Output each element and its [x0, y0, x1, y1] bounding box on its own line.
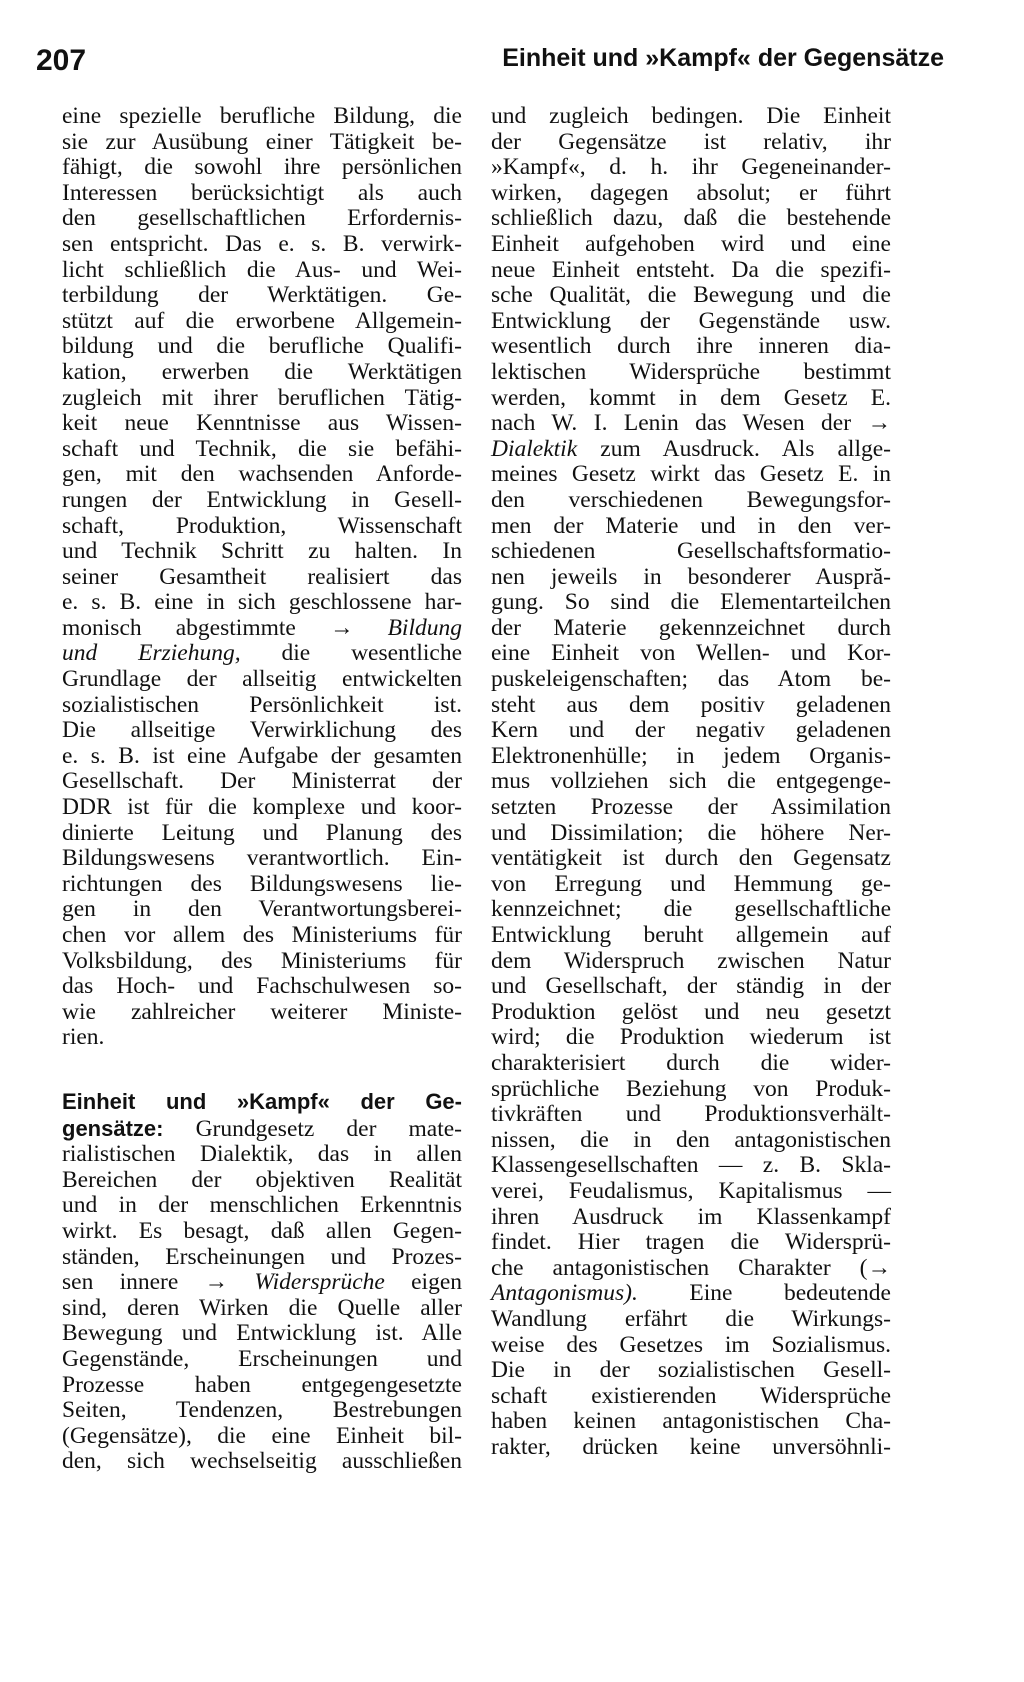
text-line: Grundlage der allseitig entwickelten: [62, 666, 462, 693]
text-line: Einheit aufgehoben wird und eine: [491, 230, 891, 257]
text-line: Bereichen der objektiven Realität: [62, 1166, 462, 1193]
entry-continuation: [62, 104, 462, 1051]
text-line: schaft existierenden Widersprüche: [491, 1382, 891, 1409]
text-line: sie zur Ausübung einer Tätigkeit be-: [62, 128, 462, 155]
text-line: seiner Gesamtheit realisiert das: [62, 563, 462, 590]
dictionary-entry: [62, 1089, 462, 1475]
text-line: zugleich mit ihrer beruflichen Tätig-: [62, 384, 462, 411]
text-line: Klassengesellschaften — z. B. Skla-: [491, 1152, 891, 1179]
text-line: rungen der Entwicklung in Gesell-: [62, 486, 462, 513]
text-line: [62, 1089, 462, 1116]
text-line: und zugleich bedingen. Die Einheit: [491, 103, 891, 129]
page-header: [36, 44, 944, 84]
cross-reference: Widersprüche: [254, 1269, 385, 1296]
text-line: und Gesellschaft, der ständig in der: [491, 973, 891, 1000]
text-fragment: monisch abgestimmte →: [62, 614, 388, 641]
text-line: e. s. B. eine in sich geschlossene har-: [62, 589, 462, 616]
text-line: Die allseitige Verwirklichung des: [62, 717, 462, 744]
text-line: dem Widerspruch zwischen Natur: [491, 947, 891, 974]
text-line: nen jeweils in besonderer Auspră-: [491, 563, 891, 590]
text-line: schiedenen Gesellschaftsformatio-: [491, 538, 891, 565]
text-line: Interessen berücksichtigt als auch: [62, 179, 462, 206]
cross-reference: und Erziehung,: [62, 640, 241, 667]
text-line: der Gegensätze ist relativ, ihr: [491, 128, 891, 155]
entry-headword: Einheit und »Kampf« der Ge-: [62, 1088, 462, 1114]
text-line: dinierte Leitung und Planung des: [62, 819, 462, 846]
text-line: das Hoch- und Fachschulwesen so-: [62, 973, 462, 1000]
text-line: findet. Hier tragen die Widersprü-: [491, 1229, 891, 1256]
text-line: verei, Feudalismus, Kapitalismus —: [491, 1177, 891, 1204]
text-line: licht schließlich die Aus- und Wei-: [62, 256, 462, 283]
text-fragment: Eine bedeutende: [637, 1280, 891, 1307]
text-line: ventätigkeit ist durch den Gegensatz: [491, 845, 891, 872]
text-line: [491, 1281, 891, 1307]
text-line: schließlich dazu, daß die bestehende: [491, 205, 891, 232]
text-line: Prozesse haben entgegengesetzte: [62, 1371, 462, 1398]
cross-reference: Bildung: [387, 614, 462, 641]
text-line: Produktion gelöst und neu gesetzt: [491, 998, 891, 1025]
text-line: »Kampf«, d. h. ihr Gegeneinander-: [491, 154, 891, 181]
text-fragment: die wesentliche: [240, 640, 462, 667]
text-line: men der Materie und in den ver-: [491, 512, 891, 539]
entry-headword: gensätze:: [62, 1115, 164, 1141]
text-line: Volksbildung, des Ministeriums für: [62, 947, 462, 974]
text-line: bildung und die berufliche Qualifi-: [62, 333, 462, 360]
text-line: Entwicklung der Gegenstände usw.: [491, 307, 891, 334]
text-fragment: sen innere →: [62, 1269, 255, 1296]
text-line: weise des Gesetzes im Sozialismus.: [491, 1331, 891, 1358]
text-line: eine spezielle berufliche Bildung, die: [62, 103, 462, 129]
text-line: puskeleigenschaften; das Atom be-: [491, 666, 891, 693]
text-line: Die in der sozialistischen Gesell-: [491, 1357, 891, 1384]
text-line: Kern und der negativ geladenen: [491, 717, 891, 744]
text-line: haben keinen antagonistischen Cha-: [491, 1408, 891, 1435]
text-fragment: eigen: [384, 1269, 463, 1296]
text-line: keit neue Kenntnisse aus Wissen-: [62, 410, 462, 437]
text-line: stützt auf die erworbene Allgemein-: [62, 307, 462, 334]
entry-gap: [62, 1051, 462, 1089]
text-line: setzten Prozesse der Assimilation: [491, 794, 891, 821]
text-line: und in der menschlichen Erkenntnis: [62, 1192, 462, 1219]
text-line: sozialistischen Persönlichkeit ist.: [62, 691, 462, 718]
text-line: wie zahlreicher weiterer Ministe-: [62, 998, 462, 1025]
right-column: [491, 104, 891, 1460]
text-line: Seiten, Tendenzen, Bestrebungen: [62, 1397, 462, 1424]
text-line: rakter, drücken keine unversöhnli-: [491, 1433, 891, 1460]
text-line: sprüchliche Beziehung von Produk-: [491, 1075, 891, 1102]
text-line: den gesellschaftlichen Erfordernis-: [62, 205, 462, 232]
text-line: wesentlich durch ihre inneren dia-: [491, 333, 891, 360]
text-line: [491, 437, 891, 463]
text-line: che antagonistischen Charakter (→: [491, 1254, 891, 1281]
text-line: Bildungswesens verantwortlich. Ein-: [62, 845, 462, 872]
text-line: terbildung der Werktätigen. Ge-: [62, 282, 462, 309]
text-line: kennzeichnet; die gesellschaftliche: [491, 896, 891, 923]
text-line: schaft und Technik, die sie befähi-: [62, 435, 462, 462]
text-line: tivkräften und Produktionsverhält-: [491, 1101, 891, 1128]
text-line: wird; die Produktion wiederum ist: [491, 1024, 891, 1051]
text-line: steht aus dem positiv geladenen: [491, 691, 891, 718]
text-line: DDR ist für die komplexe und koor-: [62, 794, 462, 821]
text-line: Gesellschaft. Der Ministerrat der: [62, 768, 462, 795]
text-line: Gegenstände, Erscheinungen und: [62, 1345, 462, 1372]
text-line: wirken, dagegen absolut; er führt: [491, 179, 891, 206]
text-line: gen in den Verantwortungsberei-: [62, 896, 462, 923]
text-line: werden, kommt in dem Gesetz E.: [491, 384, 891, 411]
left-column: [62, 104, 462, 1475]
text-line: [62, 1270, 462, 1296]
page-number: 207: [36, 44, 87, 77]
text-line: Elektronenhülle; in jedem Organis-: [491, 742, 891, 769]
text-line: [62, 641, 462, 667]
text-line: nach W. I. Lenin das Wesen der →: [491, 410, 891, 437]
text-line: fähigt, die sowohl ihre persönlichen: [62, 154, 462, 181]
text-line: sen entspricht. Das e. s. B. verwirk-: [62, 230, 462, 257]
text-line: schaft, Produktion, Wissenschaft: [62, 512, 462, 539]
text-line: gen, mit den wachsenden Anforde-: [62, 461, 462, 488]
text-fragment: Grundgesetz der mate-: [163, 1115, 462, 1142]
text-line: charakterisiert durch die wider-: [491, 1049, 891, 1076]
text-line: den verschiedenen Bewegungsfor-: [491, 486, 891, 513]
cross-reference: Dialektik: [491, 435, 578, 462]
text-line: und Technik Schritt zu halten. In: [62, 538, 462, 565]
text-line: rialistischen Dialektik, das in allen: [62, 1141, 462, 1168]
text-line: von Erregung und Hemmung ge-: [491, 870, 891, 897]
text-line: [62, 1116, 462, 1143]
text-line: sche Qualität, die Bewegung und die: [491, 282, 891, 309]
text-line: Wandlung erfährt die Wirkungs-: [491, 1305, 891, 1332]
cross-reference: Antagonismus).: [491, 1280, 638, 1307]
text-line: und Dissimilation; die höhere Ner-: [491, 819, 891, 846]
text-line: Entwicklung beruht allgemein auf: [491, 922, 891, 948]
text-line: [62, 616, 462, 642]
text-line: meines Gesetz wirkt das Gesetz E. in: [491, 461, 891, 488]
text-line: chen vor allem des Ministeriums für: [62, 922, 462, 948]
text-line: den, sich wechselseitig ausschließen: [62, 1448, 462, 1475]
text-line: ständen, Erscheinungen und Prozes-: [62, 1243, 462, 1270]
running-head: Einheit und »Kampf« der Gegensätze: [502, 44, 944, 72]
text-line: (Gegensätze), die eine Einheit bil-: [62, 1422, 462, 1449]
text-line: gung. So sind die Elementarteilchen: [491, 589, 891, 616]
text-line: der Materie gekennzeichnet durch: [491, 614, 891, 641]
text-line: wirkt. Es besagt, daß allen Gegen-: [62, 1217, 462, 1244]
text-line: kation, erwerben die Werktätigen: [62, 358, 462, 385]
text-line: e. s. B. ist eine Aufgabe der gesamten: [62, 742, 462, 769]
text-fragment: zum Ausdruck. Als allge-: [577, 435, 891, 462]
entry-text: [491, 104, 891, 1460]
text-line: eine Einheit von Wellen- und Kor-: [491, 640, 891, 667]
text-line: neue Einheit entsteht. Da die spezifi-: [491, 256, 891, 283]
text-line: mus vollziehen sich die entgegenge-: [491, 768, 891, 795]
text-line: richtungen des Bildungswesens lie-: [62, 870, 462, 897]
text-line: rien.: [62, 1024, 105, 1051]
text-line: ihren Ausdruck im Klassenkampf: [491, 1203, 891, 1230]
text-line: lektischen Widersprüche bestimmt: [491, 358, 891, 385]
text-line: nissen, die in den antagonistischen: [491, 1126, 891, 1153]
text-line: Bewegung und Entwicklung ist. Alle: [62, 1320, 462, 1347]
text-line: sind, deren Wirken die Quelle aller: [62, 1294, 462, 1321]
